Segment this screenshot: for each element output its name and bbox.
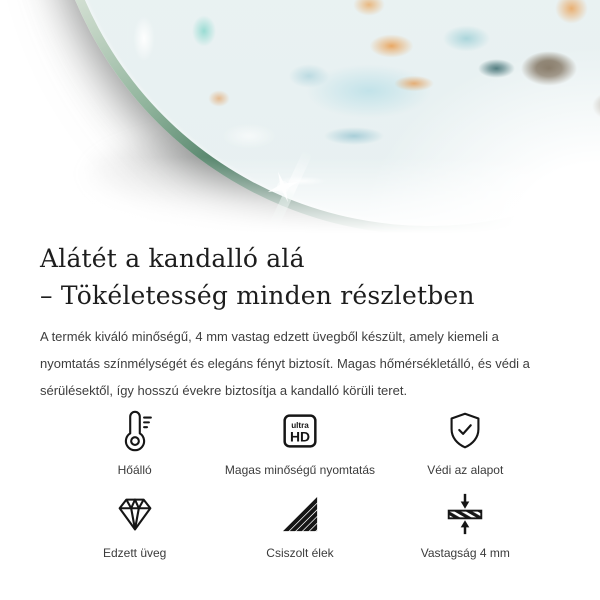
svg-text:ultra: ultra [291,421,309,431]
feature-polished-edges [217,490,382,560]
feature-protects-base [383,407,548,477]
feature-label: Magas minőségű nyomtatás [224,463,375,477]
page-title [40,240,560,314]
feature-tempered-glass [52,490,217,560]
feature-label: Védi az alapot [427,463,504,477]
product-info-section [0,240,600,560]
ultra-hd-icon [277,408,323,454]
title-line-2: – Tökéletesség minden részletben [40,281,475,310]
shield-check-icon [442,408,488,454]
feature-label: Vastagság 4 mm [420,546,510,560]
product-hero [0,0,600,238]
feature-label: Hőálló [117,463,152,477]
feature-heat-resistant [52,407,217,477]
feature-label: Csiszolt élek [266,546,334,560]
feature-thickness [383,490,548,560]
title-line-1: Alátét a kandalló alá [40,244,305,273]
product-description: A termék kiváló minőségű, 4 mm vastag edzett üvegből készült, amely kiemeli a nyomtatás színmélységét és elegáns fényt biztosít. Magas hőmérsékletálló, és védi a sérülésektől, így hosszú évekre biztosítja a kandalló körüli teret. [40,329,530,398]
feature-grid [40,407,560,560]
feature-print-quality [217,407,382,477]
thickness-icon [442,491,488,537]
thermometer-icon [112,408,158,454]
feature-label: Edzett üveg [102,546,167,560]
diamond-icon [112,491,158,537]
svg-text:HD: HD [289,428,310,445]
polished-edges-icon [277,491,323,537]
